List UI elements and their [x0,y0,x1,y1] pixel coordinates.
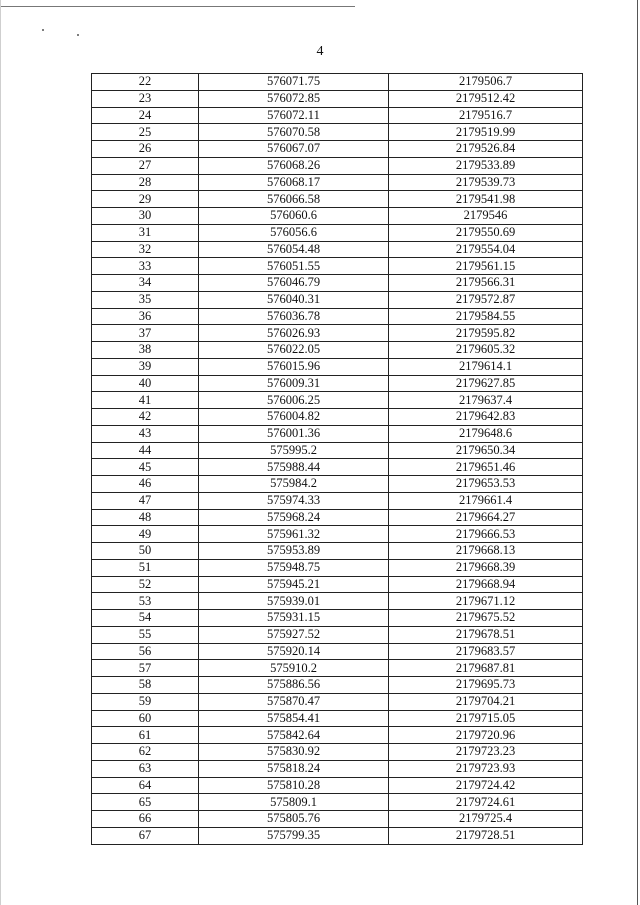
point-number-cell: 26 [92,141,199,158]
x-coordinate-cell: 576009.31 [199,375,389,392]
table-row [92,677,583,694]
y-coordinate-cell: 2179550.69 [389,224,583,241]
y-coordinate-cell: 2179668.94 [389,576,583,593]
x-coordinate-cell: 576001.36 [199,425,389,442]
y-coordinate-cell: 2179533.89 [389,157,583,174]
y-coordinate-cell: 2179554.04 [389,241,583,258]
y-coordinate-cell: 2179723.23 [389,744,583,761]
point-number-cell: 52 [92,576,199,593]
point-number-cell: 56 [92,643,199,660]
point-number-cell: 50 [92,543,199,560]
table-row [92,241,583,258]
table-row [92,760,583,777]
point-number-cell: 44 [92,442,199,459]
table-row [92,124,583,141]
x-coordinate-cell: 576068.17 [199,174,389,191]
table-row [92,643,583,660]
x-coordinate-cell: 576022.05 [199,342,389,359]
y-coordinate-cell: 2179704.21 [389,693,583,710]
x-coordinate-cell: 575810.28 [199,777,389,794]
x-coordinate-cell: 576067.07 [199,141,389,158]
point-number-cell: 65 [92,794,199,811]
table-row [92,610,583,627]
page-right-edge [637,0,638,905]
table-row [92,660,583,677]
point-number-cell: 64 [92,777,199,794]
point-number-cell: 54 [92,610,199,627]
scan-speck [42,29,44,31]
x-coordinate-cell: 576072.85 [199,90,389,107]
table-row [92,74,583,91]
x-coordinate-cell: 575974.33 [199,492,389,509]
point-number-cell: 51 [92,559,199,576]
y-coordinate-cell: 2179614.1 [389,358,583,375]
point-number-cell: 31 [92,224,199,241]
table-row [92,710,583,727]
table-row [92,693,583,710]
point-number-cell: 42 [92,409,199,426]
point-number-cell: 43 [92,425,199,442]
x-coordinate-cell: 575870.47 [199,693,389,710]
point-number-cell: 60 [92,710,199,727]
table-row [92,208,583,225]
table-row [92,526,583,543]
table-row [92,827,583,844]
x-coordinate-cell: 576060.6 [199,208,389,225]
point-number-cell: 62 [92,744,199,761]
table-row [92,224,583,241]
x-coordinate-cell: 575948.75 [199,559,389,576]
y-coordinate-cell: 2179725.4 [389,811,583,828]
table-row [92,777,583,794]
table-row [92,425,583,442]
y-coordinate-cell: 2179546 [389,208,583,225]
table-row [92,107,583,124]
point-number-cell: 46 [92,476,199,493]
table-row [92,358,583,375]
point-number-cell: 53 [92,593,199,610]
x-coordinate-cell: 576015.96 [199,358,389,375]
table-row [92,342,583,359]
y-coordinate-cell: 2179653.53 [389,476,583,493]
x-coordinate-cell: 576056.6 [199,224,389,241]
y-coordinate-cell: 2179720.96 [389,727,583,744]
y-coordinate-cell: 2179675.52 [389,610,583,627]
table-row [92,275,583,292]
point-number-cell: 66 [92,811,199,828]
y-coordinate-cell: 2179666.53 [389,526,583,543]
table-row [92,811,583,828]
x-coordinate-cell: 576072.11 [199,107,389,124]
point-number-cell: 29 [92,191,199,208]
y-coordinate-cell: 2179539.73 [389,174,583,191]
x-coordinate-cell: 575818.24 [199,760,389,777]
x-coordinate-cell: 575945.21 [199,576,389,593]
x-coordinate-cell: 575984.2 [199,476,389,493]
point-number-cell: 32 [92,241,199,258]
table-row [92,459,583,476]
y-coordinate-cell: 2179519.99 [389,124,583,141]
x-coordinate-cell: 575953.89 [199,543,389,560]
point-number-cell: 22 [92,74,199,91]
x-coordinate-cell: 575830.92 [199,744,389,761]
point-number-cell: 25 [92,124,199,141]
x-coordinate-cell: 576070.58 [199,124,389,141]
x-coordinate-cell: 576071.75 [199,74,389,91]
point-number-cell: 55 [92,626,199,643]
table-row [92,90,583,107]
point-number-cell: 61 [92,727,199,744]
table-row [92,442,583,459]
x-coordinate-cell: 575809.1 [199,794,389,811]
table-row [92,174,583,191]
y-coordinate-cell: 2179668.13 [389,543,583,560]
point-number-cell: 58 [92,677,199,694]
x-coordinate-cell: 575927.52 [199,626,389,643]
point-number-cell: 45 [92,459,199,476]
y-coordinate-cell: 2179648.6 [389,425,583,442]
table-row [92,325,583,342]
x-coordinate-cell: 575920.14 [199,643,389,660]
x-coordinate-cell: 576066.58 [199,191,389,208]
point-number-cell: 28 [92,174,199,191]
table-row [92,191,583,208]
x-coordinate-cell: 576054.48 [199,241,389,258]
point-number-cell: 67 [92,827,199,844]
y-coordinate-cell: 2179723.93 [389,760,583,777]
point-number-cell: 59 [92,693,199,710]
table-row [92,509,583,526]
point-number-cell: 34 [92,275,199,292]
scan-speck [77,34,79,36]
y-coordinate-cell: 2179651.46 [389,459,583,476]
point-number-cell: 41 [92,392,199,409]
y-coordinate-cell: 2179683.57 [389,643,583,660]
x-coordinate-cell: 576040.31 [199,291,389,308]
y-coordinate-cell: 2179678.51 [389,626,583,643]
point-number-cell: 40 [92,375,199,392]
table-row [92,308,583,325]
point-number-cell: 57 [92,660,199,677]
y-coordinate-cell: 2179724.61 [389,794,583,811]
point-number-cell: 23 [92,90,199,107]
table-row [92,559,583,576]
y-coordinate-cell: 2179566.31 [389,275,583,292]
y-coordinate-cell: 2179650.34 [389,442,583,459]
point-number-cell: 49 [92,526,199,543]
y-coordinate-cell: 2179605.32 [389,342,583,359]
x-coordinate-cell: 576036.78 [199,308,389,325]
point-number-cell: 35 [92,291,199,308]
y-coordinate-cell: 2179526.84 [389,141,583,158]
point-number-cell: 24 [92,107,199,124]
x-coordinate-cell: 575968.24 [199,509,389,526]
table-row [92,794,583,811]
point-number-cell: 38 [92,342,199,359]
table-row [92,392,583,409]
point-number-cell: 48 [92,509,199,526]
y-coordinate-cell: 2179627.85 [389,375,583,392]
x-coordinate-cell: 575910.2 [199,660,389,677]
y-coordinate-cell: 2179561.15 [389,258,583,275]
point-number-cell: 36 [92,308,199,325]
y-coordinate-cell: 2179512.42 [389,90,583,107]
table-row [92,727,583,744]
y-coordinate-cell: 2179541.98 [389,191,583,208]
table-row [92,291,583,308]
y-coordinate-cell: 2179595.82 [389,325,583,342]
y-coordinate-cell: 2179516.7 [389,107,583,124]
x-coordinate-cell: 576004.82 [199,409,389,426]
table-row [92,141,583,158]
table-row [92,626,583,643]
table-row [92,157,583,174]
y-coordinate-cell: 2179687.81 [389,660,583,677]
y-coordinate-cell: 2179637.4 [389,392,583,409]
point-number-cell: 37 [92,325,199,342]
table-row [92,409,583,426]
x-coordinate-cell: 576006.25 [199,392,389,409]
y-coordinate-cell: 2179728.51 [389,827,583,844]
table-row [92,593,583,610]
x-coordinate-cell: 575842.64 [199,727,389,744]
y-coordinate-cell: 2179724.42 [389,777,583,794]
x-coordinate-cell: 576068.26 [199,157,389,174]
x-coordinate-cell: 575939.01 [199,593,389,610]
table-row [92,375,583,392]
table-row [92,258,583,275]
y-coordinate-cell: 2179715.05 [389,710,583,727]
coordinates-table-body [92,74,583,845]
y-coordinate-cell: 2179572.87 [389,291,583,308]
table-row [92,744,583,761]
x-coordinate-cell: 575886.56 [199,677,389,694]
y-coordinate-cell: 2179668.39 [389,559,583,576]
page-number: 4 [316,44,324,59]
x-coordinate-cell: 576026.93 [199,325,389,342]
x-coordinate-cell: 575854.41 [199,710,389,727]
x-coordinate-cell: 576051.55 [199,258,389,275]
point-number-cell: 33 [92,258,199,275]
table-row [92,492,583,509]
x-coordinate-cell: 575799.35 [199,827,389,844]
x-coordinate-cell: 575805.76 [199,811,389,828]
y-coordinate-cell: 2179671.12 [389,593,583,610]
y-coordinate-cell: 2179584.55 [389,308,583,325]
table-row [92,476,583,493]
point-number-cell: 47 [92,492,199,509]
point-number-cell: 63 [92,760,199,777]
top-rule [0,6,355,7]
page-left-edge [0,0,1,905]
point-number-cell: 39 [92,358,199,375]
x-coordinate-cell: 575961.32 [199,526,389,543]
point-number-cell: 27 [92,157,199,174]
x-coordinate-cell: 575988.44 [199,459,389,476]
x-coordinate-cell: 575931.15 [199,610,389,627]
point-number-cell: 30 [92,208,199,225]
y-coordinate-cell: 2179695.73 [389,677,583,694]
x-coordinate-cell: 575995.2 [199,442,389,459]
table-row [92,543,583,560]
y-coordinate-cell: 2179664.27 [389,509,583,526]
y-coordinate-cell: 2179661.4 [389,492,583,509]
table-row [92,576,583,593]
y-coordinate-cell: 2179506.7 [389,74,583,91]
x-coordinate-cell: 576046.79 [199,275,389,292]
coordinates-table [91,73,583,845]
y-coordinate-cell: 2179642.83 [389,409,583,426]
